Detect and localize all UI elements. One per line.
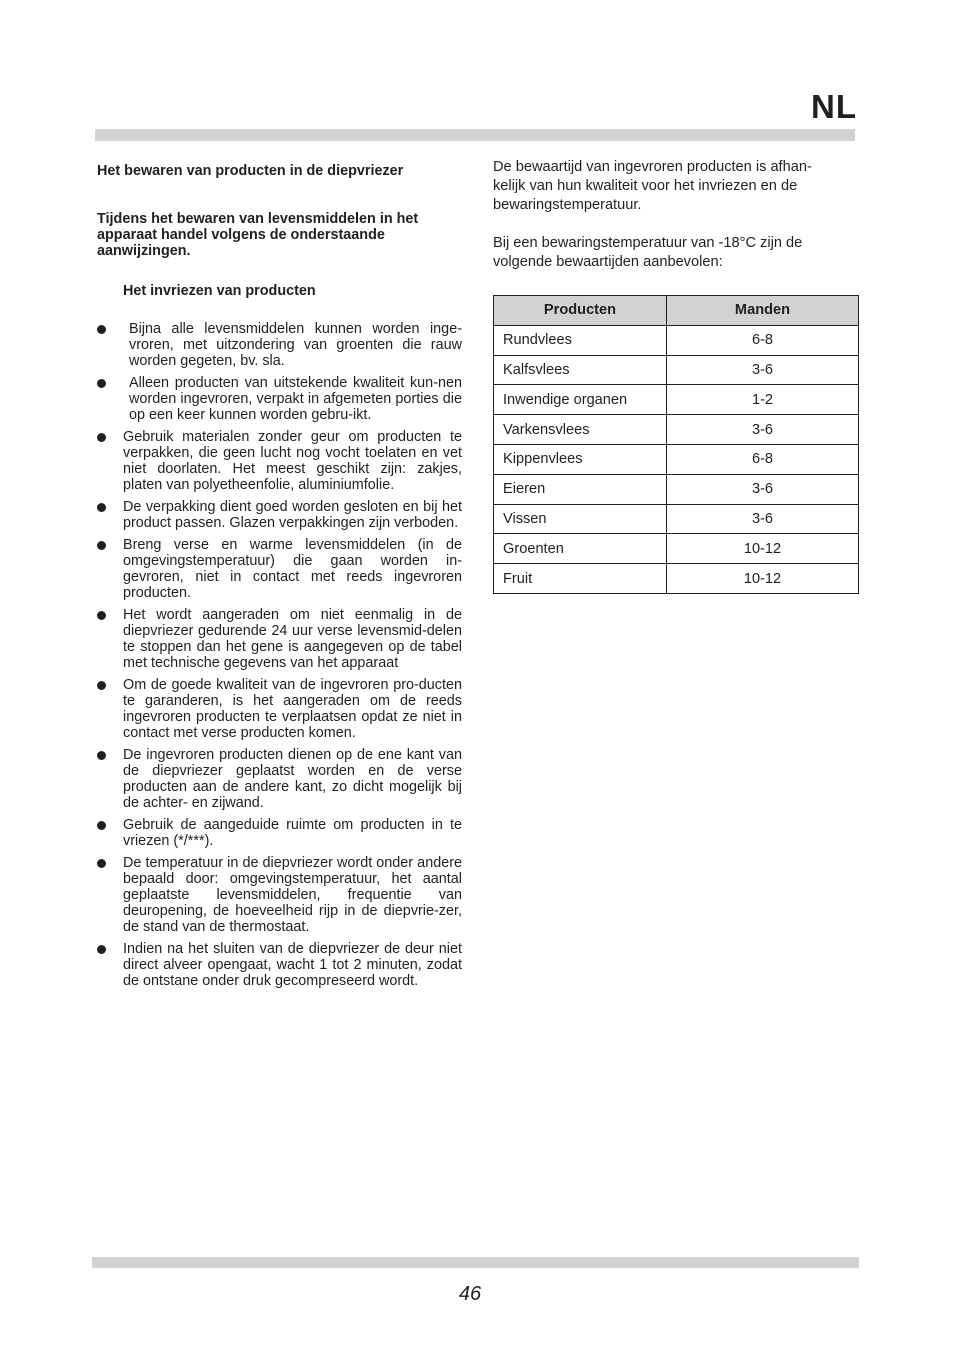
list-item: Bijna alle levensmiddelen kunnen worden inge-vroren, met uitzondering van groenten die rauw worden gegeten, bv. sla. [97,321,462,369]
table-row [494,355,859,385]
product-cell: Kippenvlees [494,444,667,474]
list-item: De temperatuur in de diepvriezer wordt onder andere bepaald door: omgevingstemperatuur, het aantal geplaatste levensmiddelen, frequentie van deuropening, de hoeveelheid rijp in de diepvrie-zer, de stand van de thermostaat. [97,855,462,935]
table-row [494,325,859,355]
right-column [493,158,843,291]
table-row [494,444,859,474]
product-cell: Groenten [494,534,667,564]
table-header-row [494,296,859,326]
product-cell: Varkensvlees [494,415,667,445]
table-row [494,385,859,415]
list-item: Alleen producten van uitstekende kwaliteit kun-nen worden ingevroren, verpakt in afgemeten porties die op een keer kunnen worden gebru-ikt. [97,375,462,423]
months-cell: 3-6 [667,415,859,445]
footer-divider [92,1257,859,1268]
table-row [494,564,859,594]
product-cell: Vissen [494,504,667,534]
language-code: NL [811,88,857,125]
months-cell: 1-2 [667,385,859,415]
product-cell: Eieren [494,474,667,504]
section-title: Het bewaren van producten in de diepvriezer [97,163,404,179]
list-item: Gebruik de aangeduide ruimte om producten in te vriezen (*/***). [97,817,462,849]
months-cell: 6-8 [667,444,859,474]
months-cell: 3-6 [667,474,859,504]
table-row [494,504,859,534]
product-cell: Rundvlees [494,325,667,355]
months-cell: 3-6 [667,504,859,534]
bullet-list [97,321,462,989]
page-number: 46 [458,1283,482,1305]
storage-intro-text: De bewaartijd van ingevroren producten is afhan-kelijk van hun kwaliteit voor het invriezen en de bewaringstemperatuur. [493,159,812,213]
months-cell: 6-8 [667,325,859,355]
table-row [494,534,859,564]
list-item: Het wordt aangeraden om niet eenmalig in de diepvriezer gedurende 24 uur verse levensmid-delen te stoppen dan het gene is aangegeven op de tabel met technische gegevens van het apparaat [97,607,462,671]
table-row [494,474,859,504]
storage-time-table [493,295,859,594]
left-column [97,163,462,995]
header-divider [95,129,855,141]
months-cell: 3-6 [667,355,859,385]
table-row [494,415,859,445]
list-item: Gebruik materialen zonder geur om producten te verpakken, die geen lucht nog vocht toelaten en vet niet doorlaten. Het meest geschikt zijn: zakjes, platen van polyetheenfolie, aluminiumfolie. [97,429,462,493]
subsection-title: Het invriezen van producten [123,283,316,299]
months-cell: 10-12 [667,564,859,594]
list-item: De verpakking dient goed worden gesloten en bij het product passen. Glazen verpakkingen zijn verboden. [97,499,462,531]
product-cell: Fruit [494,564,667,594]
list-item: Indien na het sluiten van de diepvriezer de deur niet direct alveer opengaat, wacht 1 tot 2 minuten, zodat de ontstane onder druk gecompreseerd wordt. [97,941,462,989]
list-item: Breng verse en warme levensmiddelen (in de omgevingstemperatuur) die gaan worden in-gevroren, niet in contact met reeds ingevroren producten. [97,537,462,601]
list-item: Om de goede kwaliteit van de ingevroren pro-ducten te garanderen, is het aangeraden om de reeds ingevroren producten te verplaatsen opdat ze niet in contact met verse producten komen. [97,677,462,741]
column-header-months: Manden [667,296,859,326]
product-cell: Kalfsvlees [494,355,667,385]
list-item: De ingevroren producten dienen op de ene kant van de diepvriezer geplaatst worden en de verse producten aan de andere kant, zo dicht mogelijk bij de achter- en zijwand. [97,747,462,811]
temperature-text: Bij een bewaringstemperatuur van -18°C zijn de volgende bewaartijden aanbevolen: [493,235,803,270]
months-cell: 10-12 [667,534,859,564]
product-cell: Inwendige organen [494,385,667,415]
intro-text: Tijdens het bewaren van levensmiddelen in het apparaat handel volgens de onderstaande aanwijzingen. [97,211,419,259]
column-header-products: Producten [494,296,667,326]
